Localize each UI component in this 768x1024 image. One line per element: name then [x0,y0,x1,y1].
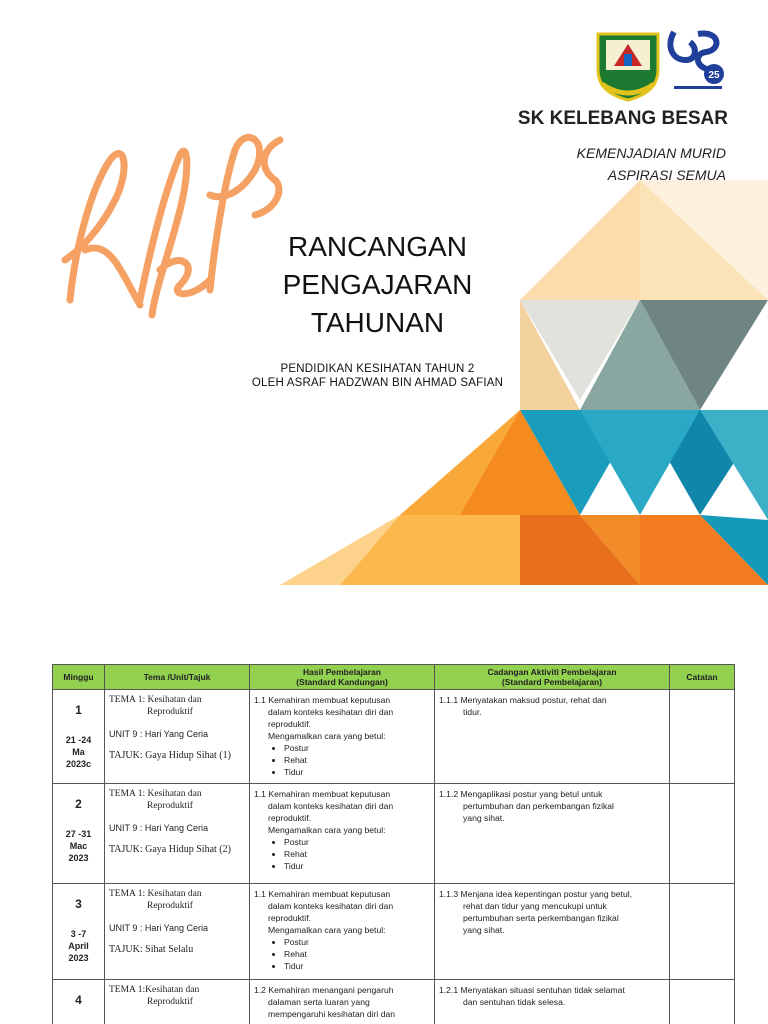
table-row [53,980,735,1024]
tema-cell: TEMA 1: Kesihatan dan Reproduktif UNIT 9 : Hari Yang Ceria TAJUK: Gaya Hidup Sihat (1) [105,690,250,784]
document-title [230,228,525,342]
standard-kandungan-cell: 1.1 Kemahiran membuat keputusan dalam konteks kesihatan diri dan reproduktif. Mengamalkan cara yang betul: • Postur • Rehat • Tidur [250,784,435,884]
school-motto [577,142,726,186]
catatan-cell [670,784,735,884]
ks-emblem-icon [668,28,726,94]
week-cell: 4 [53,980,105,1024]
standard-kandungan-cell: 1.2 Kemahiran menangani pengaruh dalaman serta luaran yang mempengaruhi kesihatan diri dan [250,980,435,1024]
school-crests [594,26,728,102]
header-cadangan: Cadangan Aktiviti Pembelajaran (Standard Pembelajaran) [435,665,670,690]
standard-kandungan-cell: 1.1 Kemahiran membuat keputusan dalam konteks kesihatan diri dan reproduktif. Mengamalkan cara yang betul: • Postur • Rehat • Tidur [250,690,435,784]
standard-pembelajaran-cell: 1.1.3 Menjana idea kepentingan postur yang betul, rehat dan tidur yang mencukupi untuk pertumbuhan serta perkembangan fizikal yang sihat. [435,884,670,980]
catatan-cell [670,690,735,784]
header-minggu: Minggu [53,665,105,690]
catatan-cell [670,980,735,1024]
motto-line: ASPIRASI SEMUA [607,167,726,183]
table-row [53,690,735,784]
tema-cell: TEMA 1: Kesihatan dan Reproduktif UNIT 9 : Hari Yang Ceria TAJUK: Sihat Selalu [105,884,250,980]
document-subtitle [230,362,525,390]
title-line: TAHUNAN [310,307,445,338]
week-cell: 1 21 -24 Ma 2023c [53,690,105,784]
school-name: SK KELEBANG BESAR [517,108,728,129]
rpt-table [52,664,735,1024]
catatan-cell [670,884,735,980]
standard-pembelajaran-cell: 1.1.1 Menyatakan maksud postur, rehat dan tidur. [435,690,670,784]
title-line: RANCANGAN [288,231,467,262]
header-hasil: Hasil Pembelajaran (Standard Kandungan) [250,665,435,690]
geo-shape [520,180,640,300]
badge-number: 25 [708,70,720,81]
standard-kandungan-cell: 1.1 Kemahiran membuat keputusan dalam konteks kesihatan diri dan reproduktif. Mengamalkan cara yang betul: • Postur • Rehat • Tidur [250,884,435,980]
subtitle-line: OLEH ASRAF HADZWAN BIN AHMAD SAFIAN [251,377,504,389]
school-crest-icon [598,34,658,100]
table-row [53,884,735,980]
title-line: PENGAJARAN [282,269,473,300]
tema-cell: TEMA 1:Kesihatan dan Reproduktif [105,980,250,1024]
table-header-row [53,665,735,690]
subtitle-line: PENDIDIKAN KESIHATAN TAHUN 2 [280,363,475,375]
kleps-script-text: KlePS [30,100,33,101]
tema-cell: TEMA 1: Kesihatan dan Reproduktif UNIT 9 : Hari Yang Ceria TAJUK: Gaya Hidup Sihat (2) [105,784,250,884]
motto-line: KEMENJADIAN MURID [576,145,726,161]
week-cell: 3 3 -7 April 2023 [53,884,105,980]
standard-pembelajaran-cell: 1.1.2 Mengaplikasi postur yang betul untuk pertumbuhan dan perkembangan fizikal yang sihat. [435,784,670,884]
table-row [53,784,735,884]
standard-pembelajaran-cell: 1.2.1 Menyatakan situasi sentuhan tidak selamat dan sentuhan tidak selesa. [435,980,670,1024]
week-cell: 2 27 -31 Mac 2023 [53,784,105,884]
header-tema: Tema /Unit/Tajuk [105,665,250,690]
header-catatan: Catatan [670,665,735,690]
